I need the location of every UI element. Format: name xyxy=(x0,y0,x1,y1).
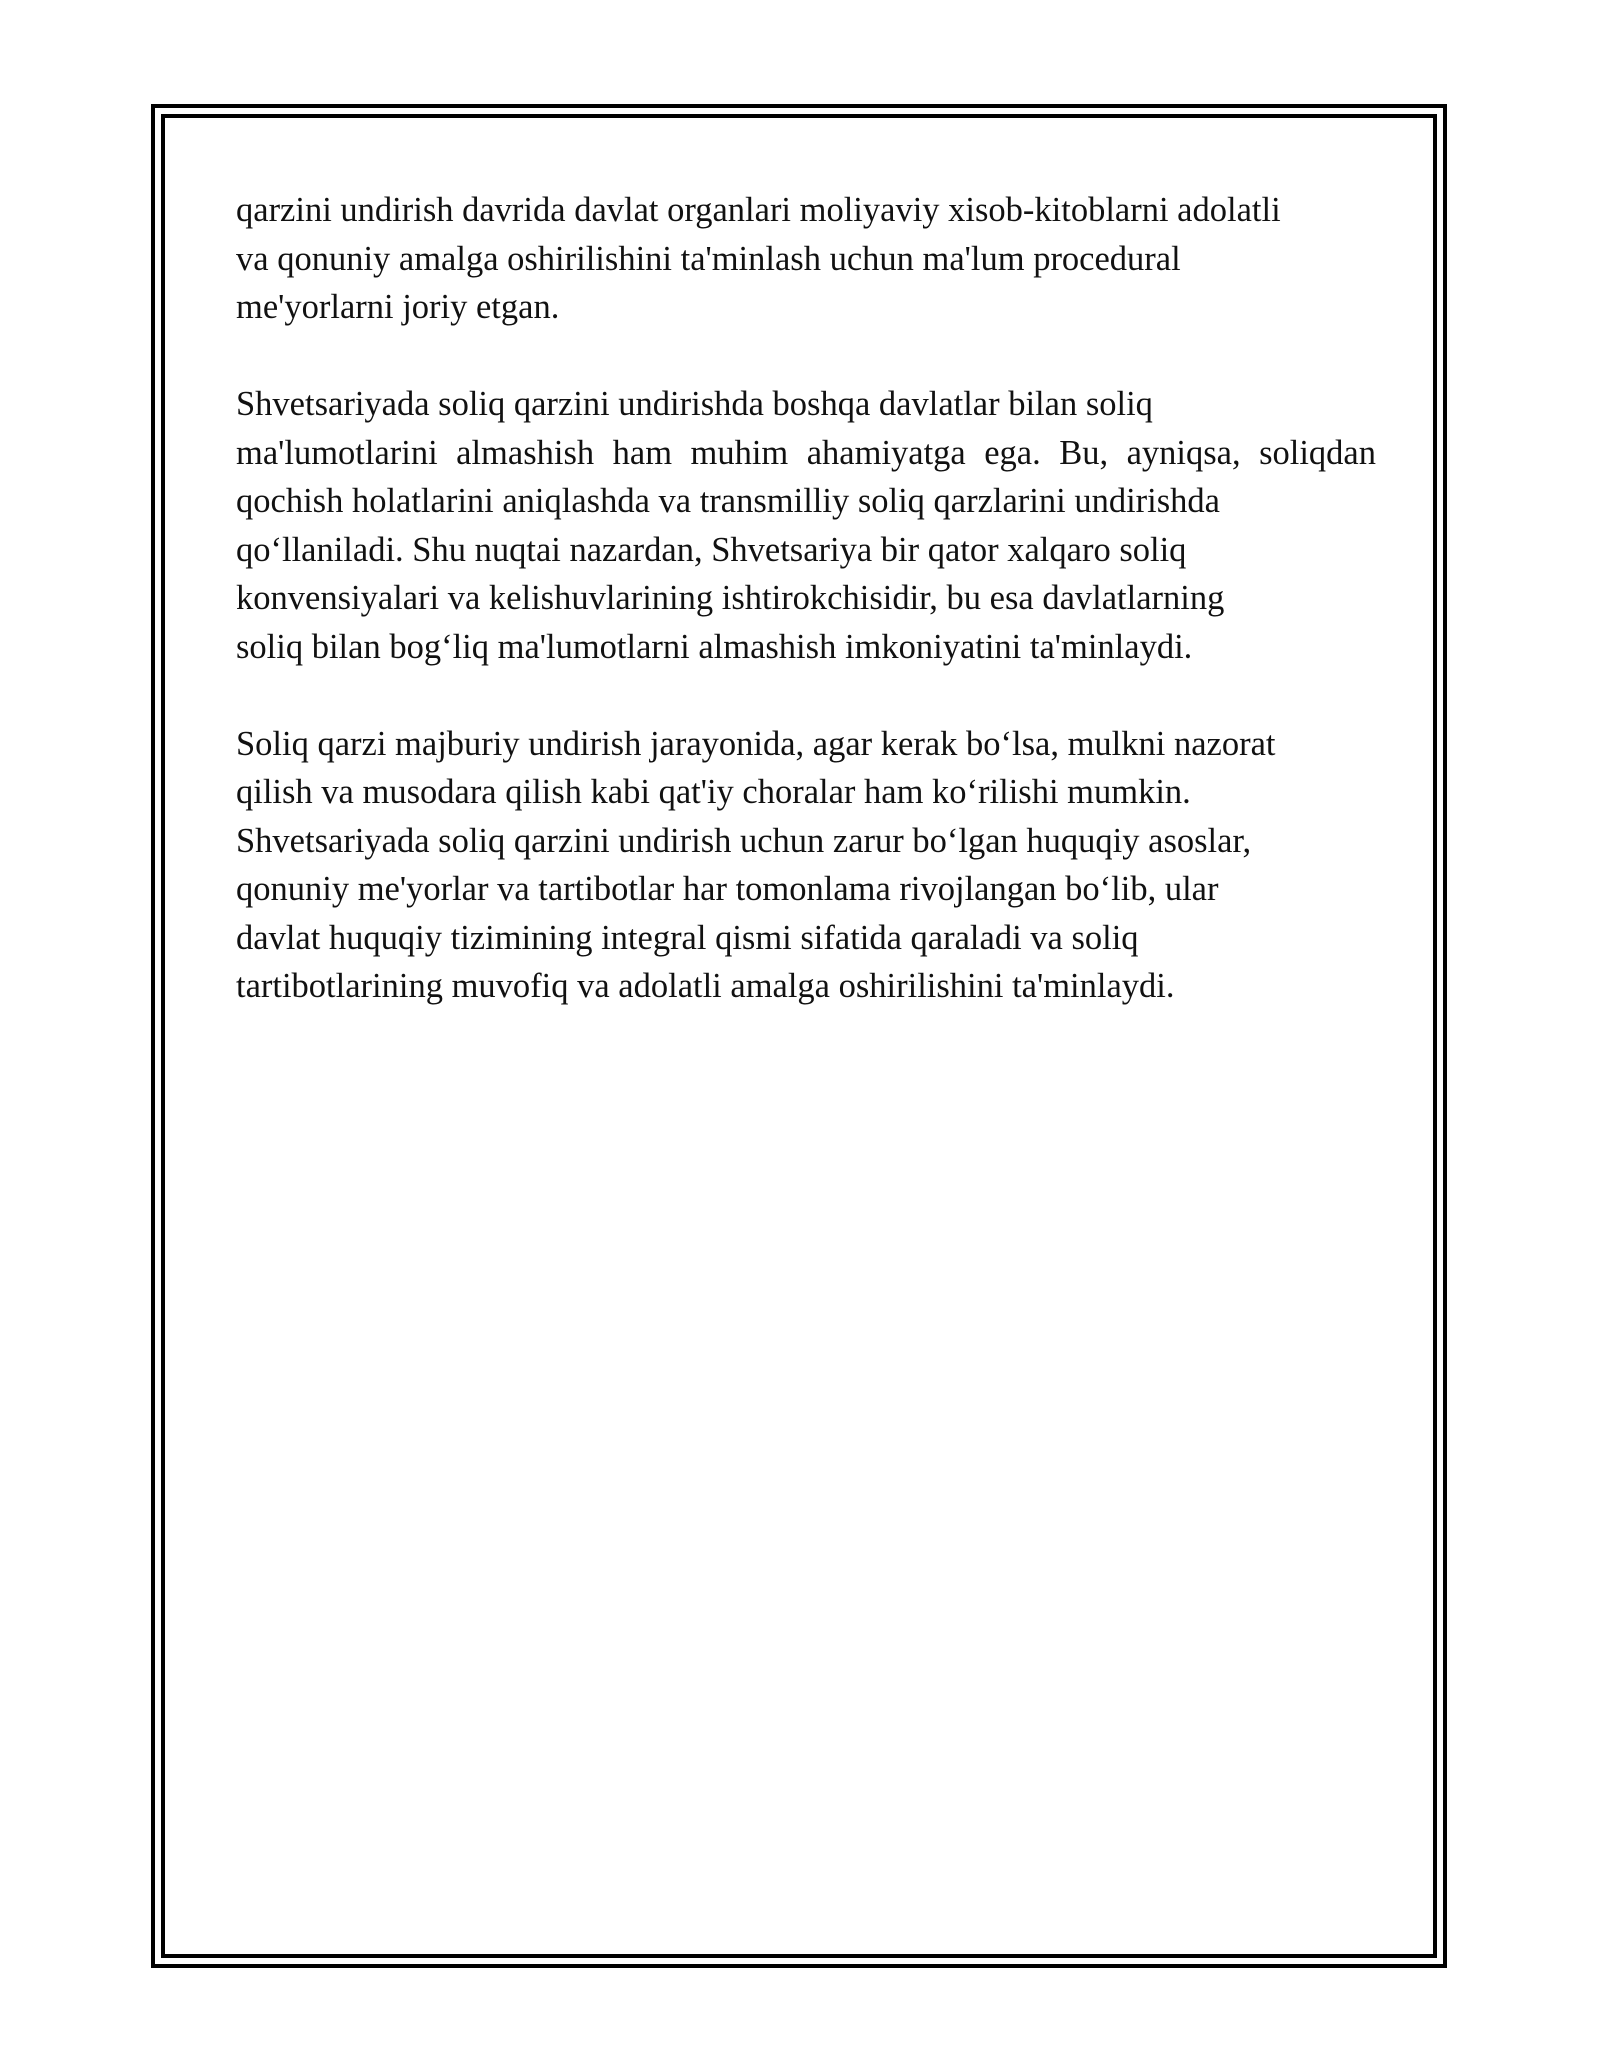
text-line: va qonuniy amalga oshirilishini ta'minlash uchun ma'lum procedural xyxy=(236,239,1181,278)
text-line: qarzini undirish davrida davlat organlari moliyaviy xisob-kitoblarni adolatli xyxy=(236,191,1281,229)
text-line: qilish va musodara qilish kabi qat'iy choralar ham koʻrilishi mumkin. xyxy=(236,773,1191,811)
text-line: qoʻllaniladi. Shu nuqtai nazardan, Shvetsariya bir qator xalqaro soliq xyxy=(236,530,1187,569)
text-line: konvensiyalari va kelishuvlarining ishtirokchisidir, bu esa davlatlarning xyxy=(236,579,1225,617)
text-line: qonuniy me'yorlar va tartibotlar har tomonlama rivojlangan boʻlib, ular xyxy=(236,870,1219,908)
text-line: qochish holatlarini aniqlashda va transmilliy soliq qarzlarini undirishda xyxy=(236,482,1220,520)
text-line: Soliq qarzi majburiy undirish jarayonida, agar kerak boʻlsa, mulkni nazorat xyxy=(236,724,1276,763)
paragraph-3 xyxy=(236,720,1376,1011)
paragraph-2 xyxy=(236,380,1376,671)
text-line: me'yorlarni joriy etgan. xyxy=(236,288,560,326)
document-body xyxy=(236,186,1376,1059)
text-line: Shvetsariyada soliq qarzini undirishda boshqa davlatlar bilan soliq xyxy=(236,385,1153,423)
text-line: Shvetsariyada soliq qarzini undirish uchun zarur boʻlgan huquqiy asoslar, xyxy=(236,821,1252,860)
text-line: ma'lumotlarini almashish ham muhim ahamiyatga ega. Bu, ayniqsa, soliqdan xyxy=(236,433,1376,472)
text-line: davlat huquqiy tizimining integral qismi sifatida qaraladi va soliq xyxy=(236,918,1139,957)
text-line: soliq bilan bogʻliq ma'lumotlarni almashish imkoniyatini ta'minlaydi. xyxy=(236,627,1193,666)
paragraph-1 xyxy=(236,186,1376,332)
text-line: tartibotlarining muvofiq va adolatli amalga oshirilishini ta'minlaydi. xyxy=(236,967,1175,1005)
